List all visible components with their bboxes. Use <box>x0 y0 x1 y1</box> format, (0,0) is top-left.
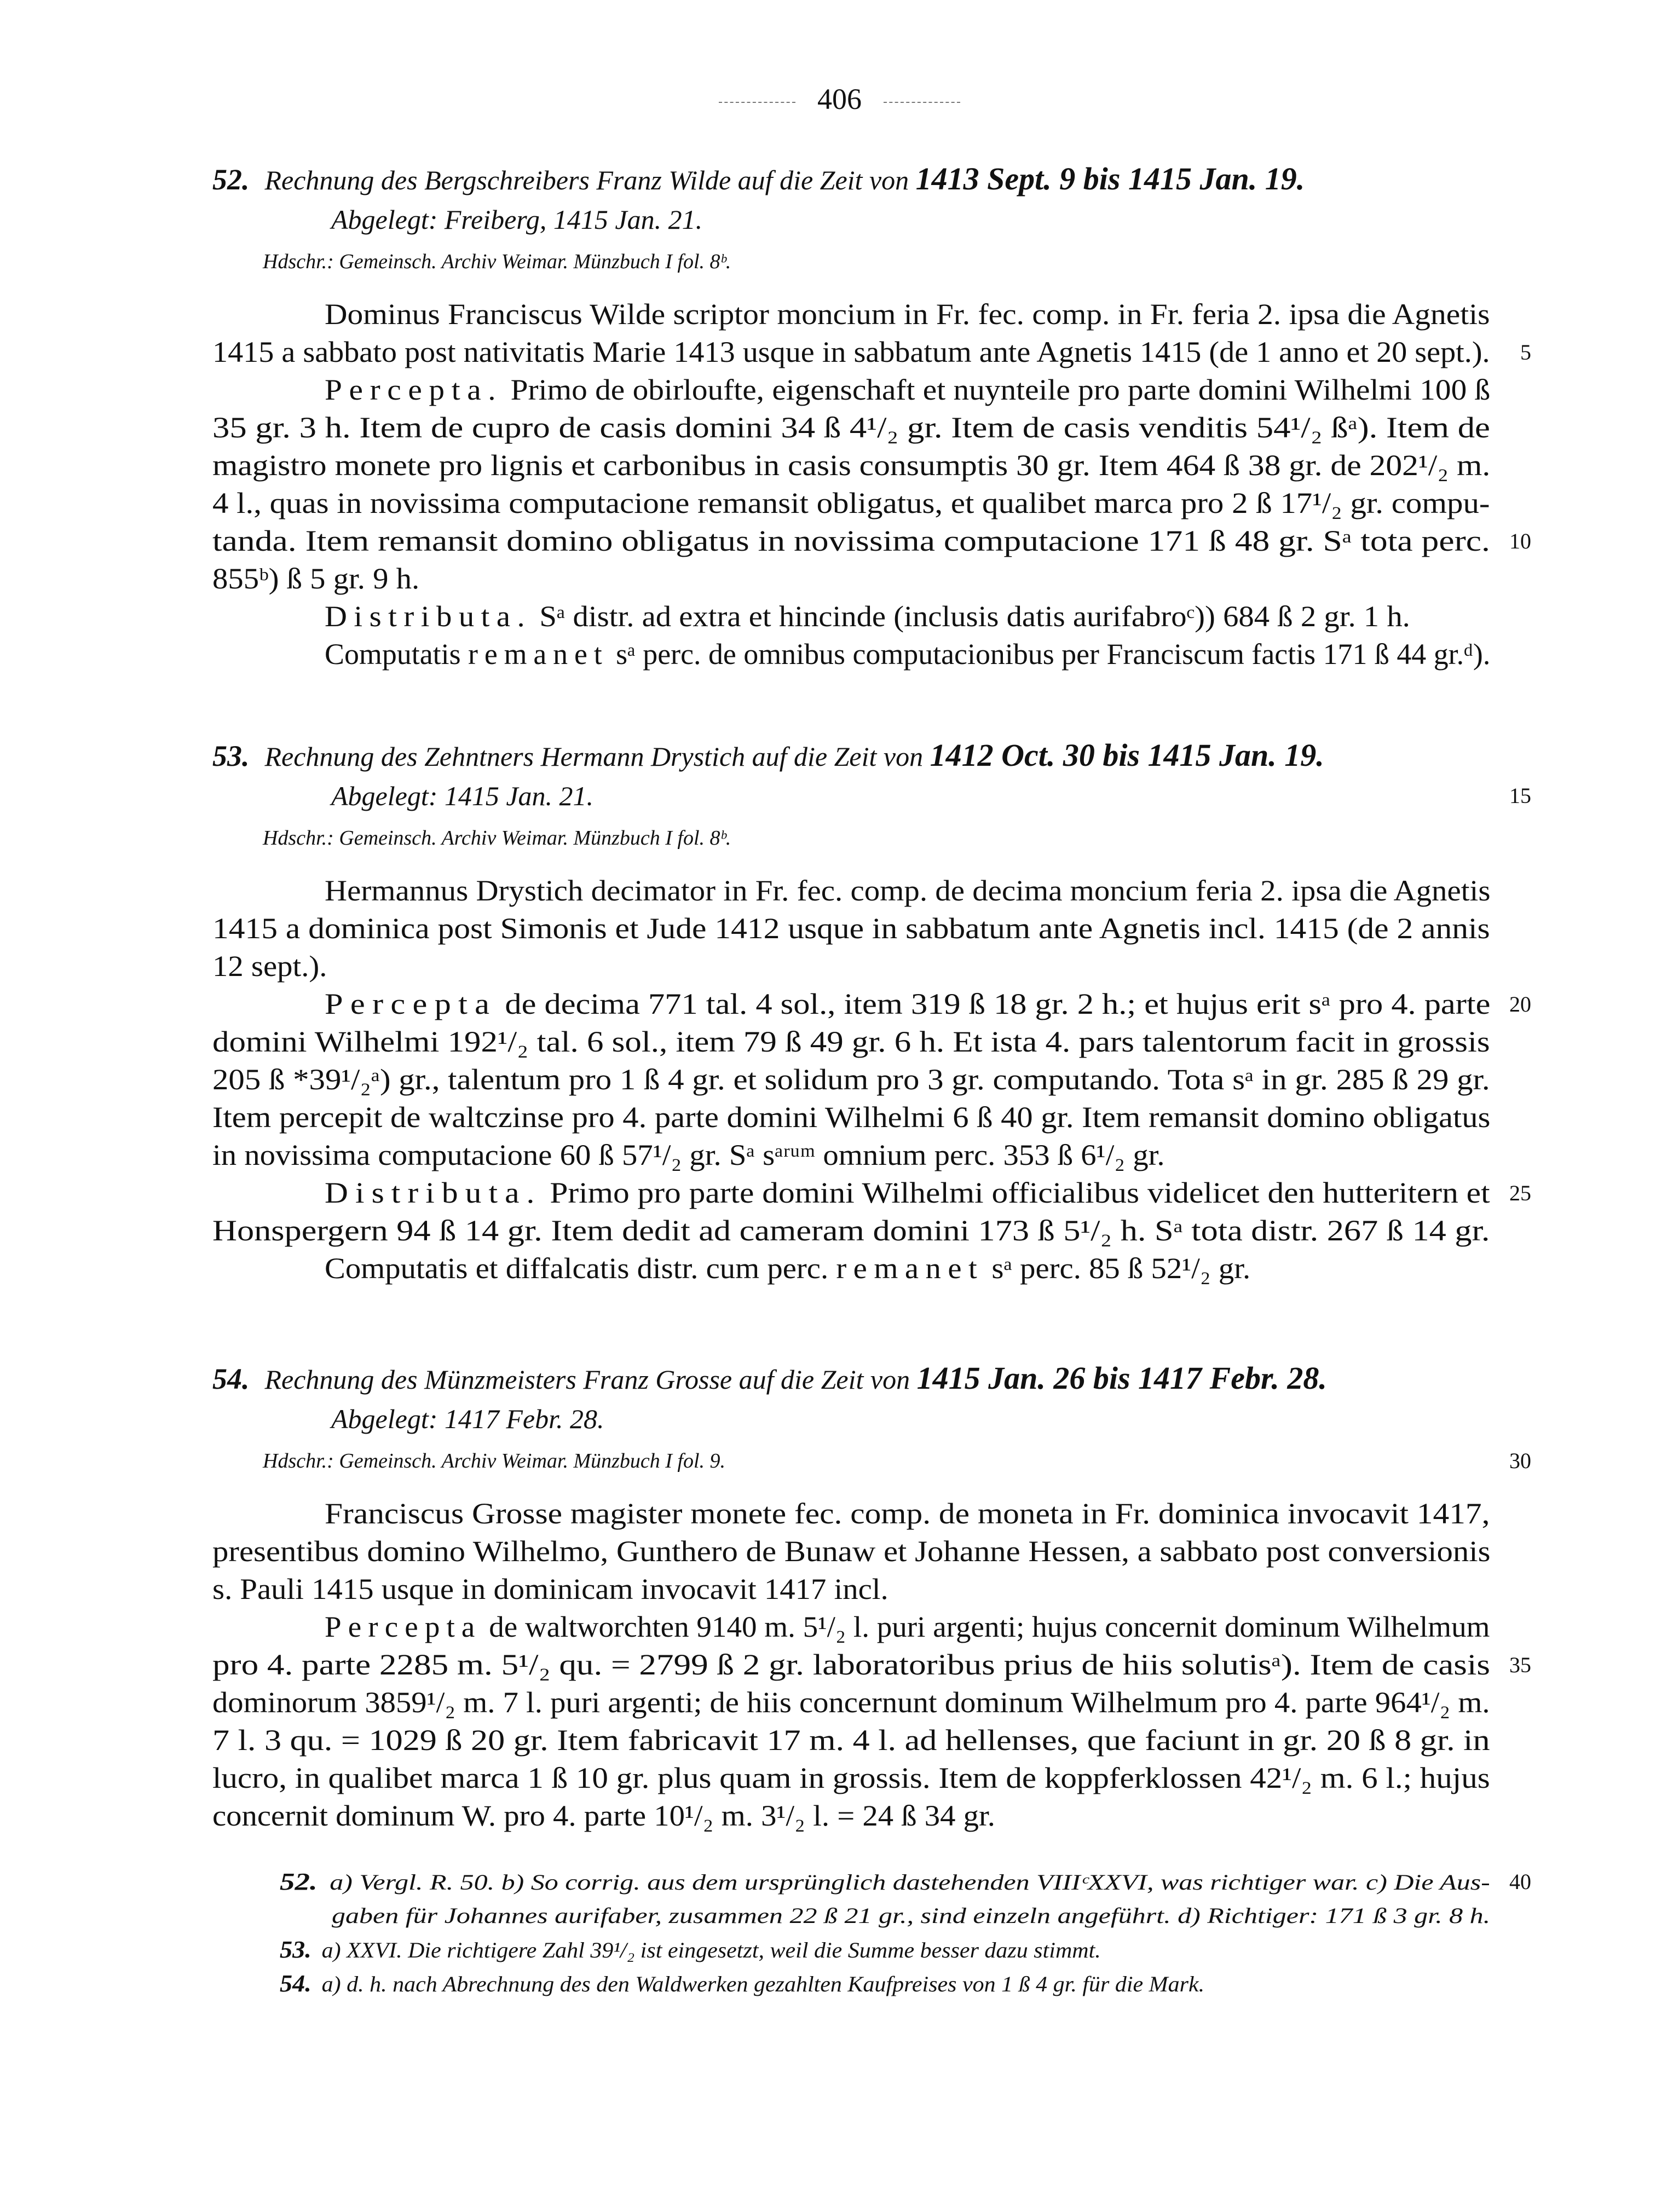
line-number: 40 <box>1509 1869 1531 1894</box>
line-content <box>325 872 1490 910</box>
text-line <box>212 296 1490 333</box>
text-run: Computatis <box>325 638 469 671</box>
text-line <box>212 1646 1531 1684</box>
line-number: 30 <box>1509 1448 1531 1473</box>
manuscript-source <box>212 816 1490 860</box>
text-line <box>212 1061 1490 1099</box>
line-content <box>212 333 1490 371</box>
footnote-content <box>280 1967 1204 2001</box>
text-run: in novissima computacione 60 ß 57¹/₂ gr. Sᵃ sᵃʳᵘᵐ omnium perc. 353 ß 6¹/₂ gr. <box>212 1139 1165 1171</box>
text-line <box>212 1250 1490 1287</box>
line-content <box>325 1174 1490 1212</box>
text-line <box>212 636 1490 673</box>
line-content <box>212 1061 1490 1099</box>
line-number: 25 <box>1509 1181 1531 1205</box>
text-line <box>212 910 1490 948</box>
footnote-content <box>332 1899 1490 1933</box>
text-run: 1415 a sabbato post nativitatis Marie 1413 usque in sabbatum ante Agnetis 1415 (de 1 anno et 20 sept.). <box>212 336 1490 368</box>
text-run: magistro monete pro lignis et carbonibus in casis consumptis 30 gr. Item 464 ß 38 gr. de 202¹/₂ m. <box>212 449 1491 482</box>
line-content <box>212 948 327 985</box>
text-run: 1415 a dominica post Simonis et Jude 1412 usque in sabbatum ante Agnetis incl. 1415 (de 2 annis <box>212 912 1490 945</box>
text-run: Computatis et diffalcatis distr. cum perc. <box>325 1252 836 1285</box>
text-line <box>212 872 1490 910</box>
line-content <box>212 1684 1490 1722</box>
text-line <box>212 598 1490 636</box>
line-content <box>325 1495 1490 1533</box>
line-content <box>212 1570 888 1608</box>
line-content <box>212 1646 1490 1684</box>
document-section-52 <box>212 159 1531 673</box>
line-number: 35 <box>1509 1653 1531 1677</box>
text-run: 12 sept.). <box>212 950 327 983</box>
footnote-text: a) Vergl. R. 50. b) So corrig. aus dem ursprünglich dastehenden VIIIᶜXXVI, was richtiger war. c) Die Aus- <box>330 1870 1490 1895</box>
text-line <box>212 560 1490 598</box>
section-dates: 1415 Jan. 26 bis 1417 Febr. 28. <box>916 1360 1327 1396</box>
text-run: Primo pro parte domini Wilhelmi officialibus videlicet den hutteritern et <box>541 1176 1490 1209</box>
filed-note <box>212 199 1490 240</box>
text-line <box>212 522 1531 560</box>
text-line <box>212 1174 1531 1212</box>
page-number: 406 <box>817 83 862 115</box>
footnotes <box>280 1865 1531 2001</box>
section-heading <box>212 1358 1490 1399</box>
text-run: s. Pauli 1415 usque in dominicam invocavit 1417 incl. <box>212 1573 888 1605</box>
text-run: Franciscus Grosse magister monete fec. comp. de moneta in Fr. dominica invocavit 1417, <box>325 1497 1490 1530</box>
text-line <box>212 371 1490 409</box>
text-line <box>212 1759 1490 1797</box>
heading-text <box>212 737 1324 773</box>
document-section-54 <box>212 1358 1531 1835</box>
text-run: concernit dominum W. pro 4. parte 10¹/₂ m. 3¹/₂ l. = 24 ß 34 gr. <box>212 1799 995 1832</box>
text-run: tanda. Item remansit domino obligatus in novissima computacione 171 ß 48 gr. Sᵃ tota perc. <box>212 524 1490 557</box>
line-content <box>325 1608 1490 1646</box>
heading-text <box>212 161 1305 197</box>
footnote-content <box>280 1933 1101 1967</box>
text-line <box>212 484 1490 522</box>
footnote-text: a) XXVI. Die richtigere Zahl 39¹/₂ ist eingesetzt, weil die Summe besser dazu stimmt. <box>321 1938 1101 1962</box>
text-line <box>212 948 1490 985</box>
text-run: 7 l. 3 qu. = 1029 ß 20 gr. Item fabricavit 17 m. 4 l. ad hellenses, que faciunt in gr. 20 ß 8 gr. in <box>212 1724 1490 1757</box>
footnote-line <box>280 1967 1490 2001</box>
text-line <box>212 1722 1490 1759</box>
text-run: Honspergern 94 ß 14 gr. Item dedit ad cameram domini 173 ß 5¹/₂ h. Sᵃ tota distr. 267 ß 14 gr. <box>212 1214 1490 1247</box>
section-heading <box>212 159 1490 199</box>
footnote-content <box>280 1865 1490 1899</box>
filed-text: Abgelegt: 1415 Jan. 21. <box>331 781 594 811</box>
line-content <box>212 560 419 598</box>
text-line <box>212 1023 1490 1061</box>
filed-note <box>212 776 1531 816</box>
footnote-number: 53. <box>280 1936 311 1963</box>
text-line <box>212 1570 1490 1608</box>
heading-text <box>212 1360 1327 1396</box>
line-number: 20 <box>1509 992 1531 1017</box>
line-content <box>212 522 1490 560</box>
text-run: 35 gr. 3 h. Item de cupro de casis domini 34 ß 4¹/₂ gr. Item de casis venditis 54¹/₂ ßᵃ). Item de <box>212 411 1490 444</box>
text-run: presentibus domino Wilhelmo, Gunthero de Bunaw et Johanne Hessen, a sabbato post conversionis <box>212 1535 1491 1568</box>
document-section-53 <box>212 735 1531 1287</box>
section-dates: 1412 Oct. 30 bis 1415 Jan. 19. <box>930 737 1324 773</box>
text-run: 855ᵇ) ß 5 gr. 9 h. <box>212 562 420 595</box>
spaced-keyword: remanet <box>468 638 609 671</box>
filed-note <box>212 1399 1490 1439</box>
section-title: Rechnung des Bergschreibers Franz Wilde auf die Zeit von <box>264 165 916 195</box>
text-run: Primo de obirloufte, eigenschaft et nuynteile pro parte domini Wilhelmi 100 ß <box>503 373 1491 406</box>
filed-text: Abgelegt: 1417 Febr. 28. <box>331 1404 604 1434</box>
spaced-keyword: Distributa. <box>325 1176 542 1209</box>
page-number-header <box>0 82 1679 116</box>
text-line <box>212 1495 1490 1533</box>
section-heading <box>212 735 1490 776</box>
text-line <box>212 333 1531 371</box>
text-run: sᵃ perc. 85 ß 52¹/₂ gr. <box>984 1252 1251 1285</box>
section-number: 54. <box>212 1362 250 1395</box>
text-run: sᵃ perc. de omnibus computacionibus per Franciscum factis 171 ß 44 gr.ᵈ). <box>608 638 1491 671</box>
footnote-line <box>280 1933 1490 1967</box>
text-line <box>212 985 1531 1023</box>
spaced-keyword: Percepta <box>325 987 497 1020</box>
section-number: 53. <box>212 740 250 772</box>
line-content <box>212 1099 1490 1136</box>
text-run: lucro, in qualibet marca 1 ß 10 gr. plus quam in grossis. Item de koppferklossen 42¹/₂ m. 6 l.; hujus <box>212 1761 1490 1794</box>
manuscript-source <box>212 1439 1531 1483</box>
line-content <box>212 910 1490 948</box>
text-line <box>212 447 1490 484</box>
text-line <box>212 409 1490 447</box>
text-run: de decima 771 tal. 4 sol., item 319 ß 18 gr. 2 h.; et hujus erit sᵃ pro 4. parte <box>497 987 1491 1020</box>
line-content <box>212 1212 1490 1250</box>
text-run: 4 l., quas in novissima computacione remansit obligatus, et qualibet marca pro 2 ß 17¹/₂ gr. compu- <box>212 487 1490 519</box>
spaced-keyword: remanet <box>836 1252 984 1285</box>
text-run: pro 4. parte 2285 m. 5¹/₂ qu. = 2799 ß 2 gr. laboratoribus prius de hiis solutisᵃ). Item de casis <box>212 1648 1490 1681</box>
text-line <box>212 1136 1490 1174</box>
footnote-number: 54. <box>280 1970 311 1997</box>
text-line <box>212 1099 1490 1136</box>
line-content <box>325 296 1490 333</box>
line-content <box>212 1759 1490 1797</box>
line-content <box>325 598 1410 636</box>
source-text: Hdschr.: Gemeinsch. Archiv Weimar. Münzbuch I fol. 8ᵇ. <box>263 827 731 850</box>
line-content <box>325 1250 1250 1287</box>
line-content <box>325 371 1490 409</box>
section-dates: 1413 Sept. 9 bis 1415 Jan. 19. <box>915 161 1305 197</box>
text-run: de waltworchten 9140 m. 5¹/₂ l. puri argenti; hujus concernit dominum Wilhelmum <box>481 1610 1490 1643</box>
line-content <box>212 1136 1165 1174</box>
source-text: Hdschr.: Gemeinsch. Archiv Weimar. Münzbuch I fol. 9. <box>263 1449 726 1472</box>
text-run: Sᵃ distr. ad extra et hincinde (inclusis datis aurifabroᶜ)) 684 ß 2 gr. 1 h. <box>532 600 1410 633</box>
text-line <box>212 1797 1490 1835</box>
line-content <box>325 985 1490 1023</box>
section-title: Rechnung des Zehntners Hermann Drystich auf die Zeit von <box>264 741 930 772</box>
footnote-line <box>280 1865 1531 1899</box>
text-line <box>212 1533 1490 1570</box>
line-content <box>325 636 1490 673</box>
text-line <box>212 1212 1490 1250</box>
text-run: dominorum 3859¹/₂ m. 7 l. puri argenti; de hiis concernunt dominum Wilhelmum pro 4. parte 964¹/₂ m. <box>212 1686 1490 1719</box>
line-content <box>212 484 1490 522</box>
text-line <box>212 1608 1490 1646</box>
line-number: 10 <box>1509 529 1531 553</box>
footnote-line <box>280 1899 1490 1933</box>
text-run: domini Wilhelmi 192¹/₂ tal. 6 sol., item 79 ß 49 gr. 6 h. Et ista 4. pars talentorum facit in grossis <box>212 1025 1490 1058</box>
text-run: Hermannus Drystich decimator in Fr. fec. comp. de decima moncium feria 2. ipsa die Agnetis <box>325 874 1491 907</box>
line-content <box>212 1722 1490 1759</box>
text-line <box>212 1684 1490 1722</box>
spaced-keyword: Percepta. <box>325 373 503 406</box>
line-content <box>212 409 1490 447</box>
line-number: 15 <box>1509 783 1531 808</box>
footnote-text: gaben für Johannes aurifaber, zusammen 22 ß 21 gr., sind einzeln angeführt. d) Richtiger: 171 ß 3 gr. 8 h. <box>332 1903 1491 1928</box>
line-content <box>212 1797 995 1835</box>
footnote-number: 52. <box>280 1868 318 1895</box>
line-content <box>212 1023 1490 1061</box>
source-text: Hdschr.: Gemeinsch. Archiv Weimar. Münzbuch I fol. 8ᵇ. <box>263 250 731 273</box>
text-run: Item percepit de waltczinse pro 4. parte domini Wilhelmi 6 ß 40 gr. Item remansit domino obligatus <box>212 1101 1491 1134</box>
text-run: Dominus Franciscus Wilde scriptor moncium in Fr. fec. comp. in Fr. feria 2. ipsa die Agnetis <box>325 298 1490 331</box>
divider <box>719 102 795 103</box>
spaced-keyword: Percepta <box>325 1610 482 1643</box>
line-number: 5 <box>1520 340 1531 365</box>
manuscript-source <box>212 240 1490 284</box>
section-title: Rechnung des Münzmeisters Franz Grosse auf die Zeit von <box>264 1364 917 1395</box>
spaced-keyword: Distributa. <box>325 600 532 633</box>
line-content <box>212 447 1490 484</box>
text-run: 205 ß *39¹/₂ᵃ) gr., talentum pro 1 ß 4 gr. et solidum pro 3 gr. computando. Tota sᵃ in gr. 285 ß 29 gr. <box>212 1063 1490 1096</box>
divider <box>884 102 960 103</box>
section-number: 52. <box>212 163 250 196</box>
filed-text: Abgelegt: Freiberg, 1415 Jan. 21. <box>331 204 703 235</box>
line-content <box>212 1533 1490 1570</box>
footnote-text: a) d. h. nach Abrechnung des den Waldwerken gezahlten Kaufpreises von 1 ß 4 gr. für die Mark. <box>321 1972 1205 1996</box>
